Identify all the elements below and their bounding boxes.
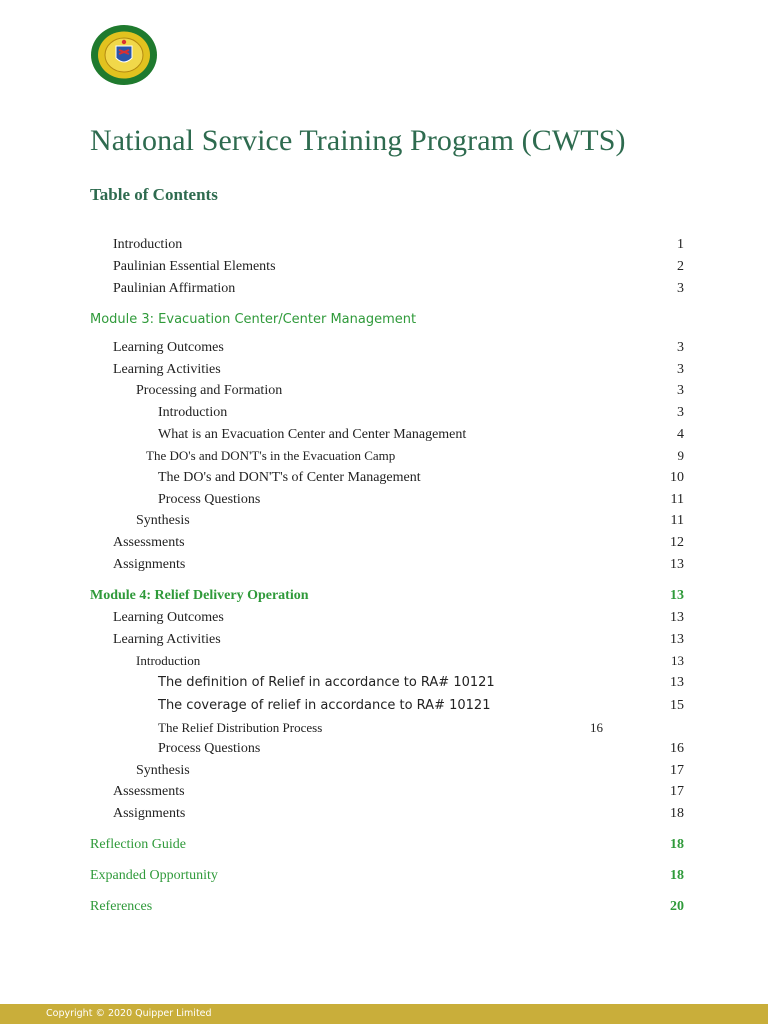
toc-page-number: 13 — [670, 588, 684, 603]
toc-row[interactable] — [0, 696, 768, 716]
toc-row[interactable] — [0, 555, 768, 575]
toc-page-number: 13 — [671, 653, 684, 668]
footer-bar — [0, 1004, 768, 1024]
toc-label: The Relief Distribution Process — [158, 720, 323, 735]
toc-page-number: 20 — [670, 899, 684, 914]
toc-label: Reflection Guide — [90, 837, 187, 852]
toc-row[interactable] — [0, 338, 768, 358]
toc-label: The DO's and DON'T's of Center Management — [158, 470, 421, 485]
toc-row[interactable] — [0, 360, 768, 380]
toc-page-number: 16 — [670, 741, 684, 756]
toc-page-number: 4 — [677, 427, 684, 442]
toc-row[interactable] — [0, 381, 768, 401]
toc-page-number: 3 — [677, 362, 684, 377]
toc-row[interactable] — [0, 673, 768, 693]
toc-page-number: 3 — [677, 383, 684, 398]
toc-row-references[interactable] — [0, 897, 768, 917]
toc-page-number: 18 — [670, 806, 684, 821]
toc-label: Introduction — [158, 405, 228, 420]
toc-page-number: 10 — [670, 470, 684, 485]
copyright-text: Copyright © 2020 Quipper Limited — [46, 1008, 212, 1019]
toc-label: The definition of Relief in accordance to RA# 10121 — [158, 675, 495, 690]
toc-label: Module 4: Relief Delivery Operation — [90, 588, 309, 603]
toc-page-number: 18 — [670, 837, 684, 852]
toc-label: Assessments — [113, 535, 185, 550]
toc-row[interactable] — [0, 739, 768, 759]
toc-page-number: 12 — [670, 535, 684, 550]
toc-row[interactable] — [0, 257, 768, 277]
toc-row-expanded-opportunity[interactable] — [0, 866, 768, 886]
toc-row-reflection-guide[interactable] — [0, 835, 768, 855]
toc-row[interactable] — [0, 490, 768, 510]
toc-row[interactable] — [0, 804, 768, 824]
toc-label: Assignments — [113, 806, 186, 821]
toc-module-4-heading[interactable] — [0, 586, 768, 606]
toc-label: Assessments — [113, 784, 185, 799]
toc-module-3-heading[interactable] — [0, 310, 768, 330]
toc-page-number: 3 — [677, 405, 684, 420]
toc-label: Learning Activities — [113, 632, 221, 647]
toc-label: Assignments — [113, 557, 186, 572]
toc-page-number: 3 — [677, 281, 684, 296]
toc-page-number: 18 — [670, 868, 684, 883]
toc-row[interactable] — [0, 608, 768, 628]
toc-page-number: 17 — [670, 784, 684, 799]
toc-page-number: 13 — [670, 610, 684, 625]
toc-row[interactable] — [0, 279, 768, 299]
toc-row[interactable] — [0, 511, 768, 531]
toc-page-number: 11 — [670, 492, 684, 507]
toc-page-number: 9 — [677, 448, 684, 463]
document-title: National Service Training Program (CWTS) — [90, 124, 626, 157]
toc-row[interactable] — [0, 403, 768, 423]
toc-label: Process Questions — [158, 741, 261, 756]
toc-label: Synthesis — [136, 763, 190, 778]
toc-label: Expanded Opportunity — [90, 868, 218, 883]
toc-page-number: 15 — [670, 698, 684, 713]
toc-label: Introduction — [136, 653, 201, 668]
toc-row[interactable] — [0, 235, 768, 255]
toc-label: What is an Evacuation Center and Center Management — [158, 427, 467, 442]
toc-page-number: 11 — [670, 513, 684, 528]
toc-label: Module 3: Evacuation Center/Center Management — [90, 312, 417, 327]
toc-row[interactable] — [0, 468, 768, 488]
toc-row[interactable] — [0, 761, 768, 781]
toc-page-number: 13 — [670, 632, 684, 647]
toc-heading: Table of Contents — [90, 185, 218, 204]
toc-row[interactable] — [0, 425, 768, 445]
toc-label: Process Questions — [158, 492, 261, 507]
toc-label: Processing and Formation — [136, 383, 283, 398]
toc-row[interactable] — [0, 718, 768, 738]
toc-label: Learning Activities — [113, 362, 221, 377]
toc-page-number: 13 — [670, 557, 684, 572]
toc-label: The coverage of relief in accordance to RA# 10121 — [158, 698, 491, 713]
toc-row[interactable] — [0, 630, 768, 650]
toc-label: References — [90, 899, 153, 914]
toc-page-number: 3 — [677, 340, 684, 355]
toc-row[interactable] — [0, 533, 768, 553]
toc-label: The DO's and DON'T's in the Evacuation Camp — [146, 448, 396, 463]
toc-row[interactable] — [0, 651, 768, 671]
toc-label: Synthesis — [136, 513, 190, 528]
toc-label: Learning Outcomes — [113, 610, 224, 625]
toc-label: Introduction — [113, 237, 183, 252]
toc-label: Paulinian Essential Elements — [113, 259, 276, 274]
toc-row[interactable] — [0, 782, 768, 802]
toc-page-number: 16 — [590, 720, 603, 735]
toc-page-number: 17 — [670, 763, 684, 778]
toc-label: Paulinian Affirmation — [113, 281, 236, 296]
toc-page-number: 2 — [677, 259, 684, 274]
toc-label: Learning Outcomes — [113, 340, 224, 355]
toc-page-number: 13 — [670, 675, 684, 690]
toc-page-number: 1 — [677, 237, 684, 252]
school-seal-logo — [90, 24, 158, 86]
toc-row[interactable] — [0, 446, 768, 466]
